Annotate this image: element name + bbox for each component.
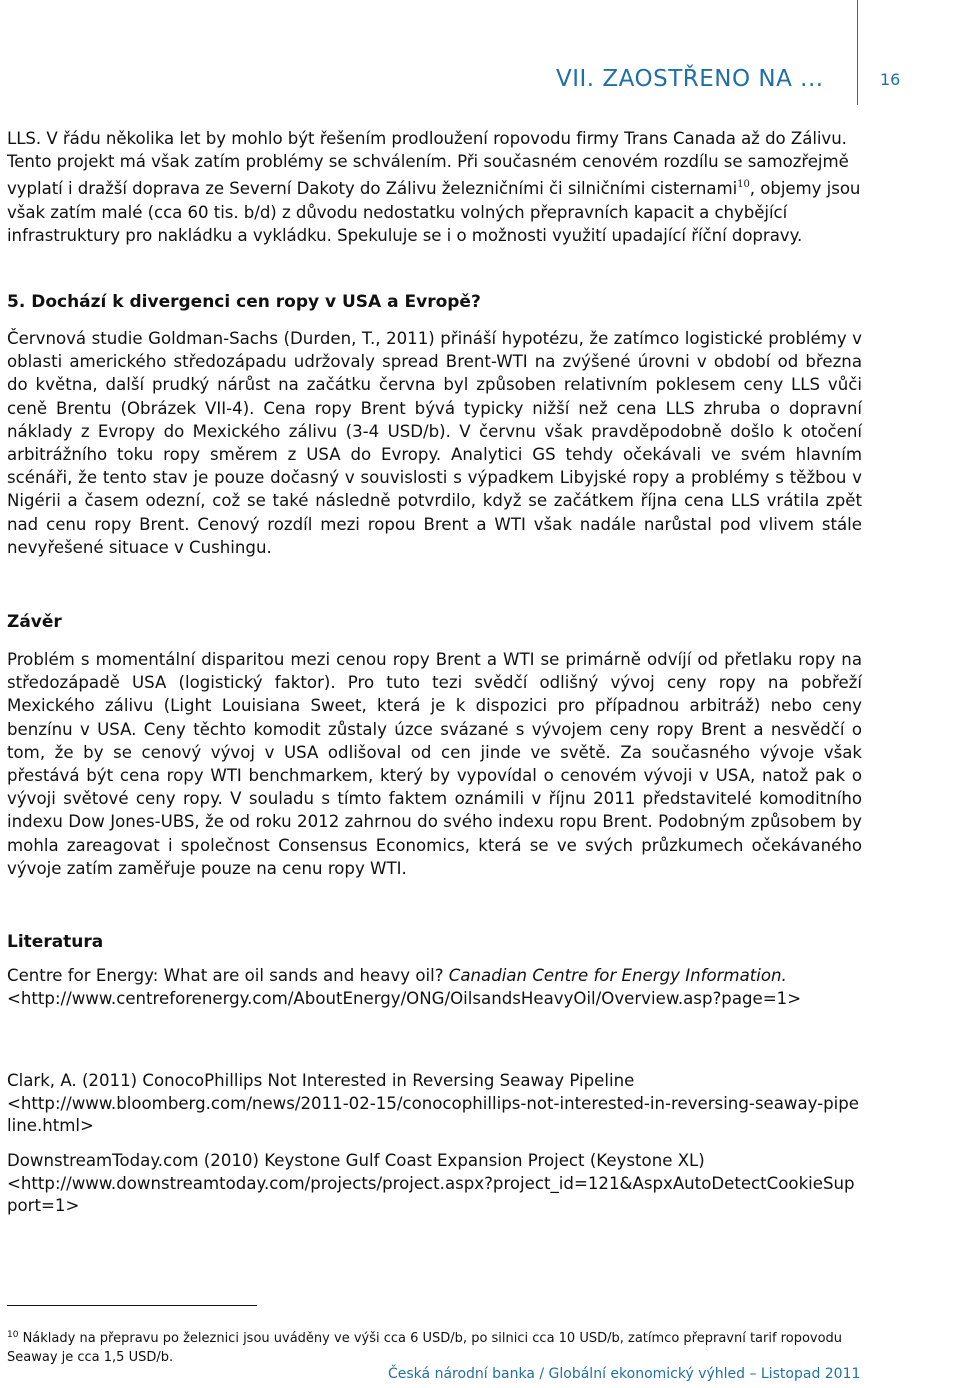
header-divider	[857, 0, 858, 105]
footnote-reference[interactable]: 10	[737, 179, 750, 191]
page-footer: Česká národní banka / Globální ekonomický výhled – Listopad 2011	[388, 1366, 861, 1382]
paragraph-intro-text: LLS. V řádu několika let by mohlo být řešením prodloužení ropovodu firmy Trans Canada až do Zálivu. Tento projekt má však zatím problémy se schválením. Při současném cenovém rozdílu se samozřejmě vyplatí i dražší doprava ze Severní Dakoty do Zálivu železničními či silničními cisternami	[7, 129, 849, 199]
reference-text: Centre for Energy: What are oil sands and heavy oil?	[7, 966, 449, 985]
reference-source: Canadian Centre for Energy Information.	[448, 966, 787, 985]
footnote	[7, 1326, 867, 1367]
paragraph-conclusion: Problém s momentální disparitou mezi cenou ropy Brent a WTI se primárně odvíjí od přetlaku ropy na středozápadě USA (logistický faktor). Pro tuto tezi svědčí odlišný vývoj ceny ropy na pobřeží Mexického zálivu (Light Louisiana Sweet, která je k dispozici pro případnou arbitráž) nebo ceny benzínu v USA. Ceny těchto komodit zůstaly úzce svázané s vývojem ceny ropy Brent a nesvědčí o tom, že by se cenový vývoj v USA odlišoval od cen jinde ve světě. Za současného vývoje však přestává být cena ropy WTI benchmarkem, který by vypovídal o cenovém vývoji v USA, natož pak o vývoji světové ceny ropy. V souladu s tímto faktem oznámili v říjnu 2011 představitelé komoditního indexu Dow Jones-UBS, že od roku 2012 zahrnou do svého indexu ropu Brent. Podobným způsobem by mohla zareagovat i společnost Consensus Economics, která se ve svých průzkumech očekávaného vývoje zatím zaměřuje pouze na cenu ropy WTI.	[7, 650, 862, 878]
reference-item	[7, 965, 862, 1010]
section-heading-5: 5. Dochází k divergenci cen ropy v USA a Evropě?	[7, 292, 481, 312]
footnote-number: 10	[7, 1330, 19, 1340]
footnote-divider	[7, 1305, 257, 1306]
paragraph-intro	[7, 127, 862, 247]
reference-item	[7, 1070, 862, 1138]
reference-text: DownstreamToday.com (2010) Keystone Gulf Coast Expansion Project (Keystone XL)	[7, 1151, 705, 1170]
footnote-text: Náklady na přepravu po železnici jsou uváděny ve výši cca 6 USD/b, po silnici cca 10 USD/b, zatímco přepravní tarif ropovodu Seaway je cca 1,5 USD/b.	[7, 1331, 843, 1365]
reference-url[interactable]: <http://www.downstreamtoday.com/projects/project.aspx?project_id=121&AspxAutoDetectCookieSupport=1>	[7, 1173, 855, 1215]
conclusion-heading: Závěr	[7, 612, 62, 632]
paragraph-intro-text-cont: , objemy jsou však zatím malé (cca 60 tis. b/d) z důvodu nedostatku volných přepravních kapacit a chybějící infrastruktury pro nakládku a vykládku. Spekuluje se i o možnosti využití upadající říční dopravy.	[7, 179, 861, 245]
paragraph-section-5: Červnová studie Goldman-Sachs (Durden, T., 2011) přináší hypotézu, že zatímco logistické problémy v oblasti amerického středozápadu udržovaly spread Brent-WTI na zvýšené úrovni v období od března do května, další prudký nárůst na začátku června byl způsoben relativním poklesem ceny LLS vůči ceně Brentu (Obrázek VII-4). Cena ropy Brent bývá typicky nižší než cena LLS zhruba o dopravní náklady z Evropy do Mexického zálivu (3-4 USD/b). V červnu však pravděpodobně došlo k otočení arbitrážního toku ropy směrem z USA do Evropy. Analytici GS tehdy očekávali ve svém hlavním scénáři, že tento stav je pouze dočasný v souvislosti s výpadkem Libyjské ropy a problémy s těžbou v Nigérii a časem odezní, což se také následně potvrdilo, když se začátkem října cena LLS vrátila zpět nad cenu ropy Brent. Cenový rozdíl mezi ropou Brent a WTI však nadále narůstal pod vlivem stále nevyřešené situace v Cushingu.	[7, 329, 862, 557]
page-header-title: VII. ZAOSTŘENO NA ...	[556, 66, 824, 92]
literature-heading: Literatura	[7, 932, 104, 952]
reference-url[interactable]: <http://www.centreforenergy.com/AboutEnergy/ONG/OilsandsHeavyOil/Overview.asp?page=1>	[7, 988, 802, 1008]
reference-text: Clark, A. (2011) ConocoPhillips Not Interested in Reversing Seaway Pipeline	[7, 1071, 635, 1090]
page-number: 16	[880, 70, 901, 89]
reference-item	[7, 1150, 862, 1218]
reference-url[interactable]: <http://www.bloomberg.com/news/2011-02-15/conocophillips-not-interested-in-reversing-seaway-pipeline.html>	[7, 1093, 860, 1135]
